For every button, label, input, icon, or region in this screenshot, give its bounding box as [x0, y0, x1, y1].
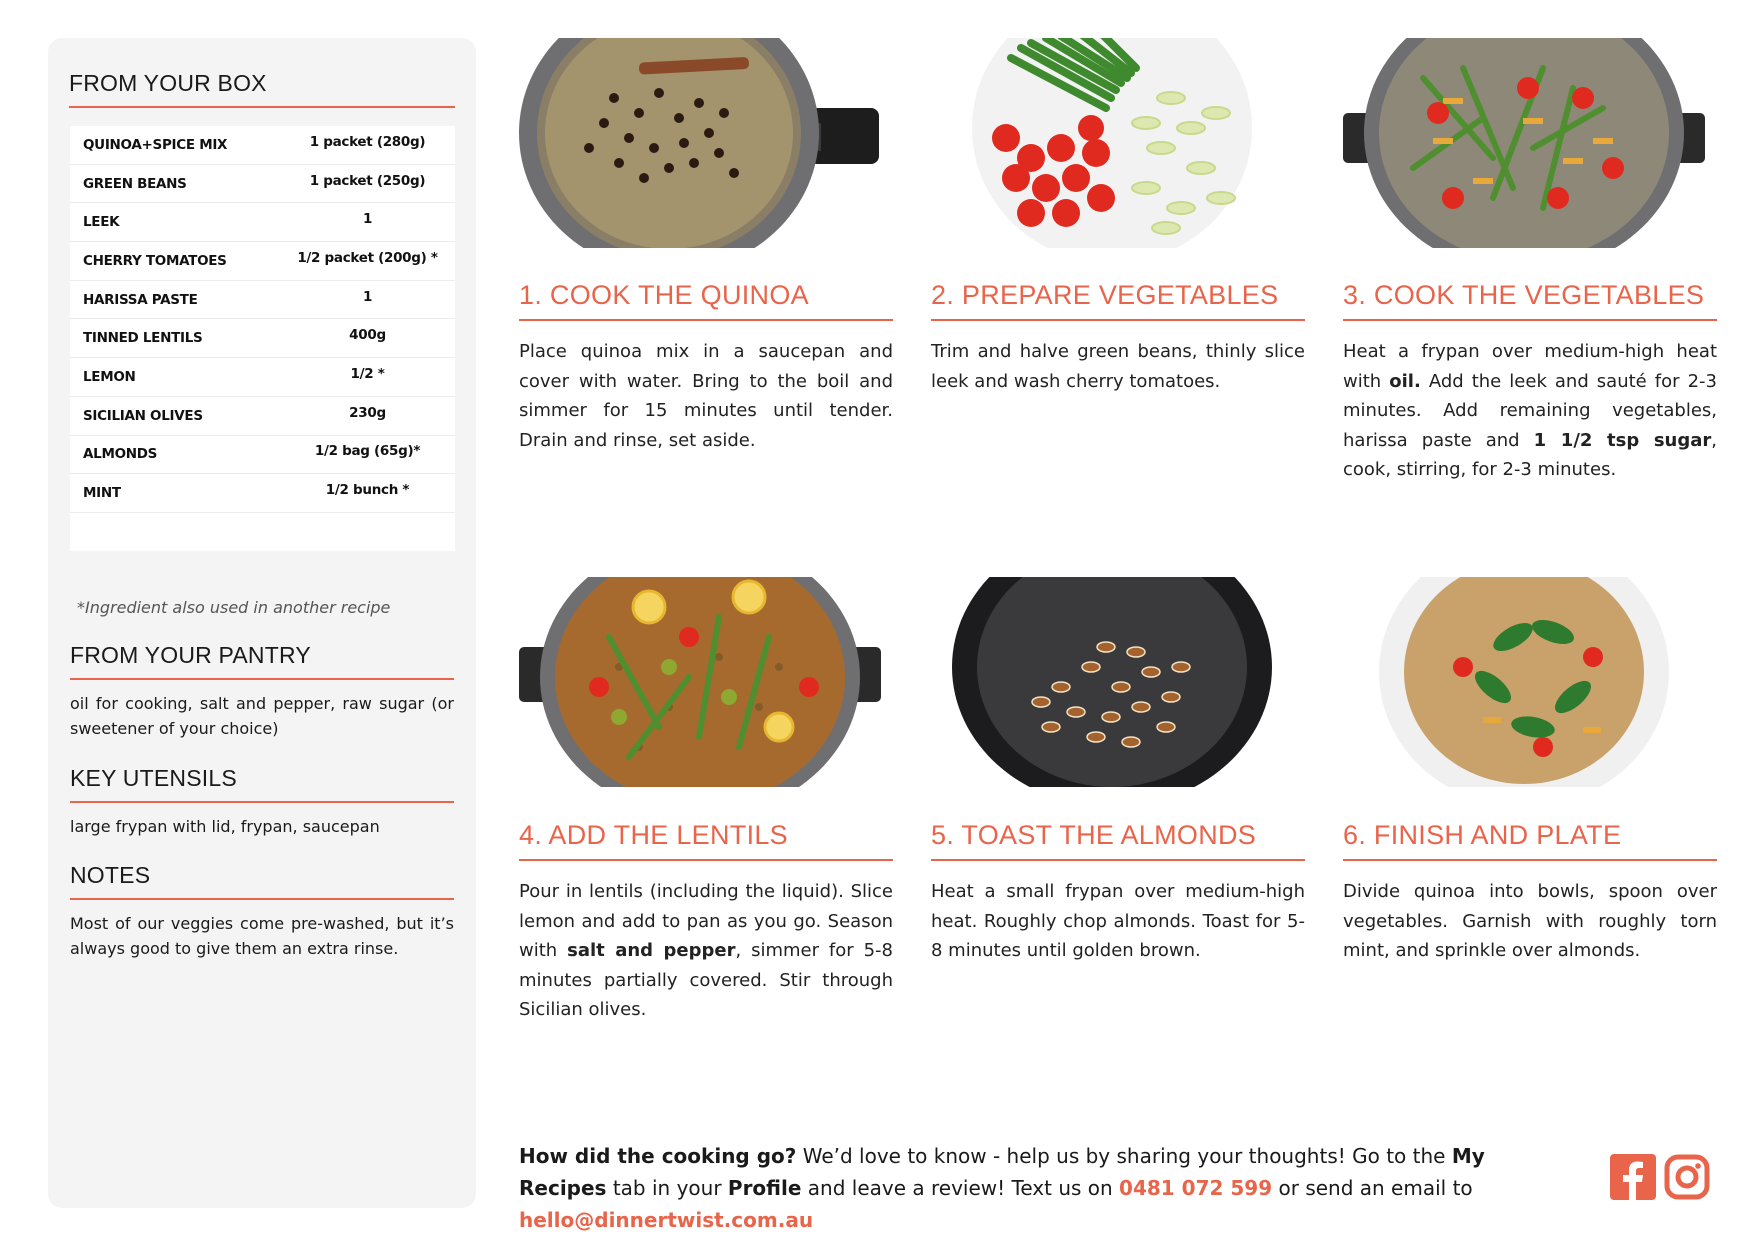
instagram-icon[interactable]	[1664, 1154, 1710, 1200]
vegetables-in-frypan-image	[1343, 38, 1705, 248]
ingredient-qty: 1/2 *	[350, 365, 385, 382]
ingredient-qty: 1	[362, 288, 373, 305]
pantry-text: oil for cooking, salt and pepper, raw sugar (or sweetener of your choice)	[70, 694, 454, 738]
phone-link[interactable]: 0481 072 599	[1119, 1176, 1273, 1200]
email-link[interactable]: hello@dinnertwist.com.au	[519, 1208, 814, 1232]
ingredient-name: TINNED LENTILS	[83, 330, 203, 347]
ingredient-row	[70, 126, 455, 165]
plated-dish-bowl-image	[1343, 577, 1705, 787]
facebook-icon[interactable]	[1610, 1154, 1656, 1200]
ingredient-row	[70, 474, 455, 513]
ingredient-name: CHERRY TOMATOES	[83, 252, 227, 269]
step-3-text: Heat a frypan over medium-high heat with oil. Add the leek and sauté for 2-3 minutes. Add remaining vegetables, harissa paste and 1 1/2 tsp sugar, cook, stirring, for 2-3 minutes.	[1343, 341, 1718, 480]
ingredient-row	[70, 319, 455, 358]
step-5-text: Heat a small frypan over medium-high heat. Roughly chop almonds. Toast for 5-8 minutes until golden brown.	[931, 881, 1305, 961]
step-2-text: Trim and halve green beans, thinly slice leek and wash cherry tomatoes.	[931, 341, 1305, 392]
step-1-title: 1. COOK THE QUINOA	[519, 280, 893, 321]
ingredient-row	[70, 242, 455, 281]
ingredients-table	[70, 126, 455, 551]
step-3-title: 3. COOK THE VEGETABLES	[1343, 280, 1717, 321]
ingredient-qty: 1 packet (280g)	[309, 133, 426, 150]
ingredients-sidebar	[48, 38, 476, 1208]
ingredient-qty: 1/2 bag (65g)*	[314, 443, 421, 460]
ingredient-name: LEEK	[83, 214, 120, 231]
from-your-box-heading: FROM YOUR BOX	[69, 70, 455, 108]
key-utensils-heading: KEY UTENSILS	[70, 765, 454, 803]
ingredient-name: GREEN BEANS	[83, 175, 187, 192]
ingredient-footnote: *Ingredient also used in another recipe	[77, 598, 391, 617]
step-2-title: 2. PREPARE VEGETABLES	[931, 280, 1305, 321]
lentils-in-frypan-image	[519, 577, 881, 787]
ingredient-row	[70, 281, 455, 320]
quinoa-in-saucepan-image	[519, 38, 881, 248]
ingredient-qty: 400g	[349, 327, 386, 344]
ingredient-name: QUINOA+SPICE MIX	[83, 136, 228, 153]
notes-text: Most of our veggies come pre-washed, but it’s always good to give them an extra rinse.	[70, 914, 454, 958]
ingredient-row	[70, 203, 455, 242]
feedback-footer: How did the cooking go? We’d love to know - help us by sharing your thoughts! Go to the My Recipes tab in your Profile and leave a review! Text us on 0481 072 599 or send an email to hello@dinnertwist.com.au	[519, 1144, 1485, 1232]
ingredient-row	[70, 397, 455, 436]
ingredient-row	[70, 358, 455, 397]
ingredient-name: LEMON	[83, 368, 136, 385]
ingredient-name: SICILIAN OLIVES	[83, 407, 203, 424]
step-6-text: Divide quinoa into bowls, spoon over vegetables. Garnish with roughly torn mint, and sprinkle over almonds.	[1343, 881, 1717, 961]
step-6-title: 6. FINISH AND PLATE	[1343, 820, 1717, 861]
notes-heading: NOTES	[70, 862, 454, 900]
ingredient-qty: 1	[362, 211, 373, 228]
step-4-title: 4. ADD THE LENTILS	[519, 820, 893, 861]
step-4-text: Pour in lentils (including the liquid). Slice lemon and add to pan as you go. Season with salt and pepper, simmer for 5-8 minutes partially covered. Stir through Sicilian olives.	[519, 881, 893, 1020]
ingredient-name: MINT	[83, 485, 121, 502]
prepared-vegetables-plate-image	[931, 38, 1293, 248]
step-1-text: Place quinoa mix in a saucepan and cover with water. Bring to the boil and simmer for 15 minutes until tender. Drain and rinse, set aside.	[519, 341, 893, 451]
from-your-pantry-heading: FROM YOUR PANTRY	[70, 642, 454, 680]
ingredient-name: ALMONDS	[83, 446, 158, 463]
step-5-title: 5. TOAST THE ALMONDS	[931, 820, 1305, 861]
ingredient-qty: 1/2 packet (200g) *	[297, 249, 438, 266]
ingredient-row	[70, 165, 455, 204]
utensils-text: large frypan with lid, frypan, saucepan	[70, 817, 380, 836]
ingredient-qty: 230g	[349, 404, 386, 421]
ingredient-qty: 1 packet (250g)	[309, 172, 426, 189]
toasted-almonds-in-pan-image	[931, 577, 1293, 787]
ingredient-row	[70, 436, 455, 475]
ingredient-name: HARISSA PASTE	[83, 291, 198, 308]
ingredient-qty: 1/2 bunch *	[325, 482, 410, 499]
